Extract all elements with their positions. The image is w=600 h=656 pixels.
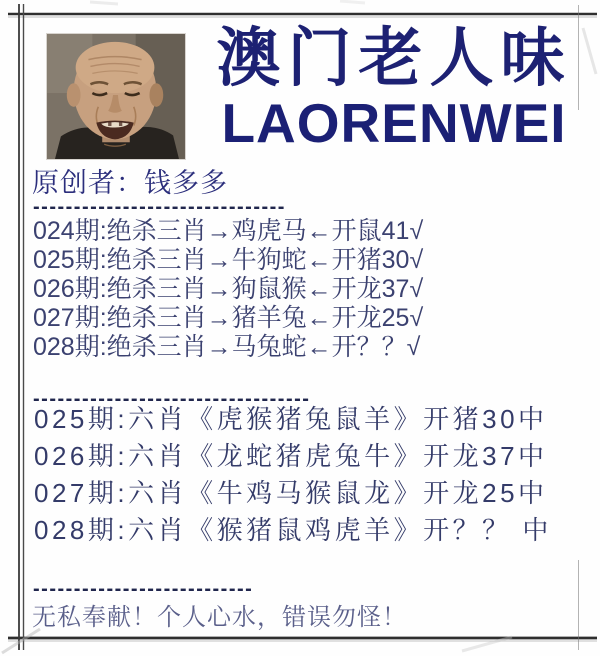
author-line: 原创者：钱多多 bbox=[32, 168, 228, 198]
prediction-row: 025期:绝杀三肖→牛狗蛇←开猪30√ bbox=[33, 246, 424, 274]
prediction-row: 028期:绝杀三肖→马兔蛇←开？？√ bbox=[33, 333, 421, 361]
page-title-pinyin: LAORENWEI bbox=[221, 92, 567, 154]
sanxiao-prediction-list bbox=[33, 217, 423, 362]
liuxiao-prediction-list bbox=[34, 401, 552, 549]
dashed-separator-3: --------------------------- bbox=[33, 578, 254, 600]
header-title-block bbox=[200, 22, 588, 154]
prediction-row: 028期:六肖《猴猪鼠鸡虎羊》开？？ 中 bbox=[34, 515, 552, 545]
page-title-chinese: 澳门老人味 bbox=[216, 22, 572, 94]
dashed-separator-2: ---------------------------------- bbox=[33, 388, 311, 410]
disclaimer-note: 无私奉献！个人心水，错误勿怪！ bbox=[32, 604, 407, 631]
elderly-man-photo bbox=[46, 33, 186, 160]
prediction-row: 024期:绝杀三肖→鸡虎马←开鼠41√ bbox=[33, 217, 424, 245]
dashed-separator-1: ------------------------------- bbox=[33, 196, 286, 218]
prediction-row: 026期:六肖《龙蛇猪虎兔牛》开龙37中 bbox=[34, 441, 548, 471]
prediction-row: 025期:六肖《虎猴猪兔鼠羊》开猪30中 bbox=[34, 404, 548, 434]
prediction-row: 027期:绝杀三肖→猪羊兔←开龙25√ bbox=[33, 304, 424, 332]
prediction-row: 026期:绝杀三肖→狗鼠猴←开龙37√ bbox=[33, 275, 424, 303]
prediction-row: 027期:六肖《牛鸡马猴鼠龙》开龙25中 bbox=[34, 478, 548, 508]
